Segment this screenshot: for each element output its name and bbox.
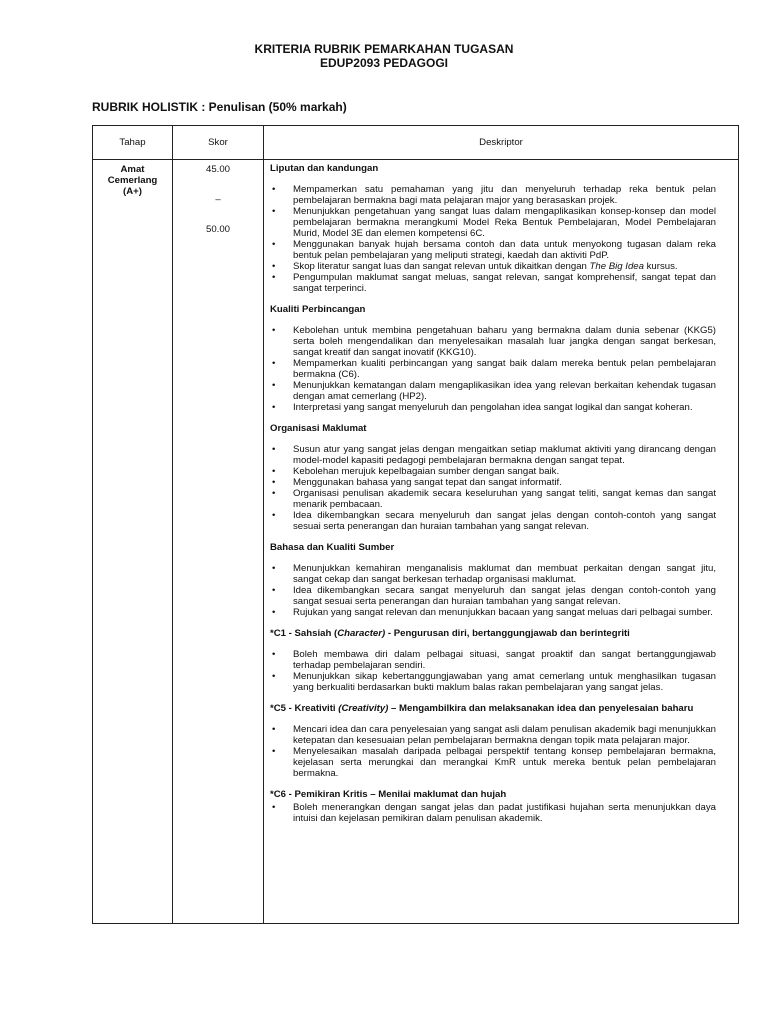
bullet-list	[270, 444, 716, 532]
list-item: • Boleh menerangkan dengan sangat jelas dan padat justifikasi hujahan serta menunjukkan daya intuisi dan kejelasan pemikiran dalam penulisan akademik.	[270, 802, 716, 824]
list-item: • Menggunakan banyak hujah bersama contoh dan data untuk menyokong tugasan dalam reka bentuk pelan pembelajaran yang meliputi strategi, kaedah dan aktiviti PdP.	[270, 239, 716, 261]
list-item: • Pengumpulan maklumat sangat meluas, sangat relevan, sangat komprehensif, sangat tepat dan sangat terperinci.	[270, 272, 716, 294]
bullet-list	[270, 184, 716, 294]
list-item: • Mencari idea dan cara penyelesaian yang sangat asli dalam penulisan akademik bagi menunjukkan ketepatan dan kesesuaian pelan pembelajaran bermakna dengan topik mata pelajaran major.	[270, 724, 716, 746]
list-item: • Menunjukkan kemahiran menganalisis maklumat dan membuat perkaitan dengan sangat jitu, sangat cekap dan sangat berkesan terhadap organisasi maklumat.	[270, 563, 716, 585]
section-title: Kualiti Perbincangan	[270, 304, 366, 315]
section-title: *C6 - Pemikiran Kritis – Menilai maklumat dan hujah	[270, 789, 507, 800]
list-item: • Mempamerkan kualiti perbincangan yang sangat baik dalam mereka bentuk pelan pembelajaran bermakna (C6).	[270, 358, 716, 380]
section-title: Bahasa dan Kualiti Sumber	[270, 542, 395, 553]
table-header-row	[93, 126, 739, 160]
section-title: *C5 - Kreativiti (Creativity) – Mengambilkira dan melaksanakan idea dan penyelesaian baharu	[270, 703, 694, 714]
section-title: Organisasi Maklumat	[270, 423, 367, 434]
skor-cell	[173, 160, 264, 924]
skor-max: 50.00	[205, 224, 230, 235]
list-item: • Menunjukkan sikap kebertanggungjawaban yang amat cemerlang untuk menghasilkan tugasan yang berkualiti berdasarkan bukti maklum balas rakan pembelajaran yang sangat jelas.	[270, 671, 716, 693]
list-item: • Idea dikembangkan secara sangat menyeluruh dan sangat jelas dengan contoh-contoh yang sangat sesuai serta penerangan dan huraian tambahan yang sangat relevan.	[270, 585, 716, 607]
list-item: • Organisasi penulisan akademik secara keseluruhan yang sangat teliti, sangat kemas dan sangat menarik pembacaan.	[270, 488, 716, 510]
course-code-title: EDUP2093 PEDAGOGI	[319, 56, 449, 70]
list-item: • Susun atur yang sangat jelas dengan mengaitkan setiap maklumat aktiviti yang dirancang dengan model-model kapasiti pedagogi pembelajaran bermakna dengan sangat tepat.	[270, 444, 716, 466]
section-title: *C1 - Sahsiah (Character) - Pengurusan diri, bertanggungjawab dan berintegriti	[270, 628, 630, 639]
rubric-subtitle: RUBRIK HOLISTIK : Penulisan (50% markah)	[92, 100, 347, 114]
list-item: • Skop literatur sangat luas dan sangat relevan untuk dikaitkan dengan The Big Idea kursus.	[270, 261, 716, 272]
tahap-label: Amat Cemerlang (A+)	[107, 164, 158, 197]
skor-dash: –	[215, 194, 221, 205]
header-deskriptor: Deskriptor	[264, 126, 739, 160]
list-item: • Kebolehan merujuk kepelbagaian sumber dengan sangat baik.	[270, 466, 716, 477]
list-item: • Menyelesaikan masalah daripada pelbagai perspektif tentang konsep pembelajaran bermakna, kejelasan serta merungkai dan merangkai KmR untuk mereka bentuk pelan pembelajaran bermakna.	[270, 746, 716, 779]
table-row	[93, 160, 739, 924]
list-item: • Idea dikembangkan secara menyeluruh dan sangat jelas dengan contoh-contoh yang sangat sesuai serta penerangan dan huraian tambahan yang sangat relevan.	[270, 510, 716, 532]
list-item: • Rujukan yang sangat relevan dan menunjukkan bacaan yang sangat meluas dari pelbagai sumber.	[270, 607, 716, 618]
document-title: KRITERIA RUBRIK PEMARKAHAN TUGASAN	[254, 42, 514, 56]
section-title: Liputan dan kandungan	[270, 163, 379, 174]
list-item: • Menunjukkan kematangan dalam mengaplikasikan idea yang relevan berkaitan kehendak tugasan dengan amat cemerlang (HP2).	[270, 380, 716, 402]
list-item: • Kebolehan untuk membina pengetahuan baharu yang bermakna dalam dunia sebenar (KKG5) serta boleh mengendalikan dan menyelesaikan masalah luar jangka dengan sangat berkesan, sangat kreatif dan sangat inovatif (KKG10).	[270, 325, 716, 358]
list-item: • Menunjukkan pengetahuan yang sangat luas dalam mengaplikasikan konsep-konsep dan model pembelajaran bermakna merangkumi Model Reka Bentuk Pembelajaran, Model Pembelajaran Murid, Model 3E dan elemen kompetensi 6C.	[270, 206, 716, 239]
skor-min: 45.00	[205, 164, 230, 175]
bullet-list	[270, 724, 716, 779]
list-item: • Menggunakan bahasa yang sangat tepat dan sangat informatif.	[270, 477, 716, 488]
list-item: • Boleh membawa diri dalam pelbagai situasi, sangat proaktif dan sangat bertanggungjawab terhadap pembelajaran sendiri.	[270, 649, 716, 671]
bullet-list	[270, 563, 716, 618]
tahap-cell	[93, 160, 173, 924]
header-skor: Skor	[173, 126, 264, 160]
rubric-table	[92, 125, 739, 924]
bullet-list	[270, 325, 716, 413]
list-item: • Mempamerkan satu pemahaman yang jitu dan menyeluruh terhadap reka bentuk pelan pembelajaran bermakna bagi mata pelajaran major yang berasaskan projek.	[270, 184, 716, 206]
bullet-list	[270, 649, 716, 693]
bullet-list	[270, 802, 716, 824]
list-item: • Interpretasi yang sangat menyeluruh dan pengolahan idea sangat logikal dan sangat koheran.	[270, 402, 716, 413]
deskriptor-cell	[264, 160, 739, 924]
header-tahap: Tahap	[93, 126, 173, 160]
